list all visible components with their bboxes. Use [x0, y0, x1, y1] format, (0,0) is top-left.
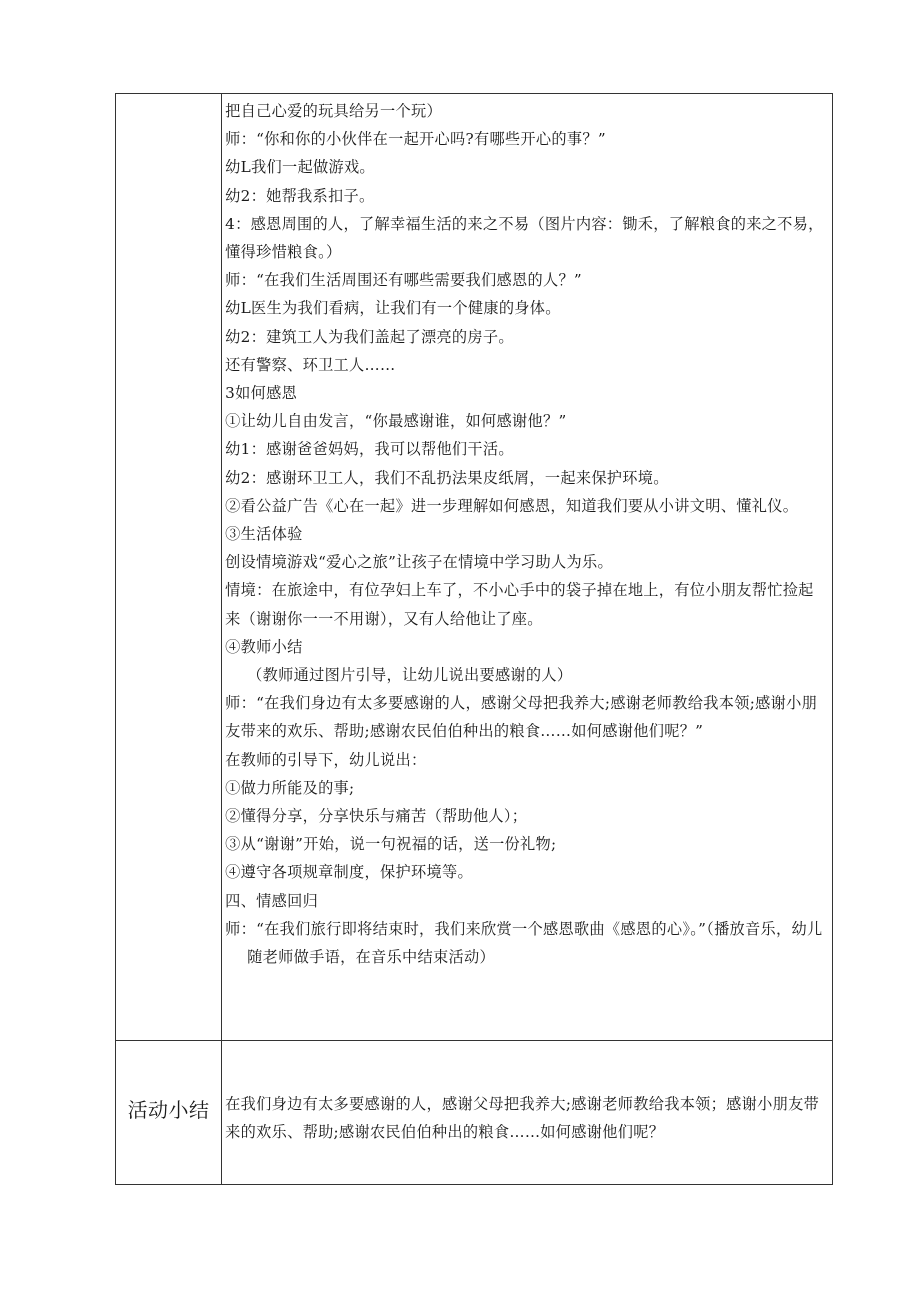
process-line: ②懂得分享，分享快乐与痛苦（帮助他人）； [225, 807, 528, 826]
process-line: 情境：在旅途中，有位孕妇上车了，不小心手中的袋子掉在地上，有位小朋友帮忙捡起来（谢谢你一一不用谢），又有人给他让了座。 [225, 581, 814, 628]
lesson-plan-table [115, 93, 833, 1185]
activity-process-text [222, 94, 832, 971]
process-line: ①让幼儿自由发言，“你最感谢谁，如何感谢他？” [225, 412, 567, 431]
process-line: 幼2：建筑工人为我们盖起了漂亮的房子。 [225, 327, 514, 346]
process-line: ④教师小结 [225, 637, 303, 656]
activity-process-content-cell [222, 94, 833, 1041]
process-line: ②看公益广告《心在一起》进一步理解如何感恩，知道我们要从小讲文明、懂礼仪。 [225, 496, 799, 515]
activity-summary-row [116, 1041, 833, 1185]
activity-process-row [116, 94, 833, 1041]
process-line: 创设情境游戏“爱心之旅”让孩子在情境中学习助人为乐。 [225, 553, 613, 572]
process-line: 幼1：感谢爸爸妈妈，我可以帮他们干活。 [225, 440, 514, 459]
section-heading: 3如何感恩 [225, 384, 298, 403]
process-line: 幼2：感谢环卫工人，我们不乱扔法果皮纸屑，一起来保护环境。 [225, 468, 669, 487]
activity-process-label-cell [116, 94, 222, 1041]
process-line: 4：感恩周围的人，了解幸福生活的来之不易（图片内容：锄禾，了解粮食的来之不易，懂得珍惜粮食。） [225, 214, 824, 262]
process-line: 师：“在我们旅行即将结束时，我们来欣赏一个感恩歌曲《感恩的心》。”（播放音乐，幼儿随老师做手语，在音乐中结束活动） [225, 919, 823, 967]
process-line: ③生活体验 [225, 525, 303, 544]
activity-summary-text: 在我们身边有太多要感谢的人，感谢父母把我养大;感谢老师教给我本领；感谢小朋友带来的欢乐、帮助;感谢农民伯伯种出的粮食……如何感谢他们呢？ [225, 1095, 820, 1142]
process-line: 把自己心爱的玩具给另一个玩） [225, 102, 442, 120]
process-line: 在教师的引导下，幼儿说出： [225, 750, 427, 769]
process-line: ④遵守各项规章制度，保护环境等。 [225, 863, 473, 882]
activity-summary-label-cell [116, 1041, 222, 1185]
activity-summary-label: 活动小结 [127, 1098, 210, 1122]
process-line: 幼L医生为我们看病，让我们有一个健康的身体。 [225, 299, 561, 318]
activity-summary-content-cell [222, 1041, 833, 1185]
process-line: 师：“你和你的小伙伴在一起开心吗?有哪些开心的事？” [225, 130, 606, 149]
process-line: ①做力所能及的事; [225, 778, 355, 797]
process-line: 幼2：她帮我系扣子。 [225, 186, 375, 205]
process-line: 还有警察、环卫工人…… [225, 355, 396, 374]
process-line: 幼L我们一起做游戏。 [225, 158, 375, 177]
process-line: （教师通过图片引导，让幼儿说出要感谢的人） [247, 666, 573, 685]
process-line: 师：“在我们生活周围还有哪些需要我们感恩的人？” [225, 271, 582, 290]
process-line: 师：“在我们身边有太多要感谢的人，感谢父母把我养大;感谢老师教给我本领;感谢小朋友带来的欢乐、帮助;感谢农民伯伯种出的粮食……如何感谢他们呢？” [225, 694, 818, 741]
process-line: ③从“谢谢”开始，说一句祝福的话，送一份礼物; [225, 835, 557, 854]
section-heading: 四、情感回归 [225, 891, 319, 910]
